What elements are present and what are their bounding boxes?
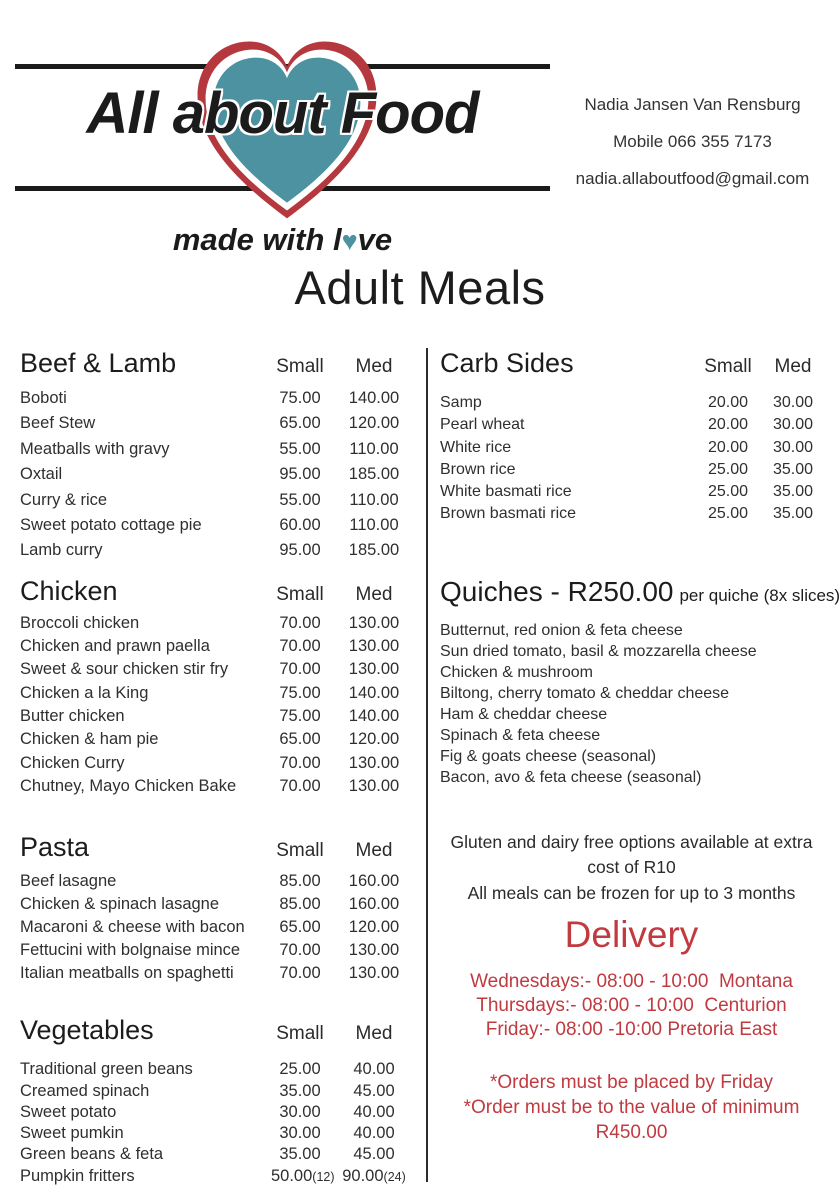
contact-mobile: Mobile 066 355 7173 (613, 132, 772, 151)
item-price-small: 25.00 (707, 505, 749, 523)
section-title: Pasta (20, 832, 90, 863)
item-name: White rice (440, 438, 512, 456)
column-header-small: Small (276, 583, 324, 605)
item-name: Oxtail (20, 465, 63, 484)
item-price-med: 30.00 (772, 438, 814, 456)
column-divider (426, 348, 428, 1182)
item-price-med: 35.00 (772, 460, 814, 478)
section-rows (20, 386, 410, 564)
delivery-schedule-line: Friday:- 08:00 -10:00 Pretoria East (485, 1019, 778, 1041)
section-quiches (440, 575, 840, 788)
menu-item-row (20, 612, 410, 635)
quiches-title: Quiches - R250.00 (440, 575, 674, 607)
menu-item-row (440, 503, 823, 525)
section-header (20, 830, 410, 864)
item-price-small: 65.00 (279, 730, 321, 749)
menu-item-row (20, 386, 410, 411)
item-price-med: 30.00 (772, 394, 814, 411)
item-price-med: 130.00 (348, 637, 400, 656)
item-name: Lamb curry (20, 541, 103, 560)
item-price-med: 35.00 (772, 483, 814, 501)
section-title: Vegetables (20, 1015, 154, 1046)
item-price-med: 130.00 (348, 964, 400, 983)
item-name: Brown rice (440, 460, 516, 478)
section-carb-sides (440, 346, 823, 526)
item-price-med: 140.00 (348, 707, 400, 726)
menu-item-row (440, 459, 823, 481)
item-price-small: 65.00 (279, 414, 321, 433)
item-name: Pearl wheat (440, 416, 525, 434)
menu-item-row (20, 1166, 410, 1188)
section-title: Carb Sides (440, 348, 574, 378)
item-price-med: 45.00 (353, 1081, 395, 1100)
quiche-item: Biltong, cherry tomato & cheddar cheese (440, 684, 730, 702)
item-price-med: 160.00 (348, 895, 400, 914)
item-name: Butter chicken (20, 707, 125, 726)
quiche-item: Spinach & feta cheese (440, 726, 601, 744)
item-name: Italian meatballs on spaghetti (20, 964, 234, 983)
menu-item-row (440, 414, 823, 436)
column-header-small: Small (704, 356, 752, 377)
section-chicken (20, 574, 410, 798)
item-price-small: 70.00 (279, 613, 321, 632)
column-header-small: Small (276, 356, 324, 377)
item-price-small: 70.00 (279, 753, 321, 772)
menu-item-row (20, 538, 410, 563)
column-header-med: Med (355, 583, 393, 605)
item-price-med: 120.00 (348, 414, 400, 433)
column-header-small: Small (276, 1023, 324, 1045)
item-price-med: 40.00 (353, 1102, 395, 1121)
delivery-schedule (440, 970, 823, 1042)
item-price-small: 50.00(12) (271, 1166, 335, 1185)
menu-item-row (20, 728, 410, 751)
delivery-schedule-line: Wednesdays:- 08:00 - 10:00 Montana (470, 971, 793, 993)
quiche-item: Butternut, red onion & feta cheese (440, 621, 683, 639)
column-header-med: Med (774, 356, 812, 377)
item-price-small: 70.00 (279, 660, 321, 679)
item-name: Curry & rice (20, 490, 108, 509)
item-name: Meatballs with gravy (20, 439, 170, 458)
menu-item-row (20, 658, 410, 681)
menu-item-row (20, 705, 410, 728)
item-price-med: 130.00 (348, 753, 400, 772)
item-name: Pumpkin fritters (20, 1166, 135, 1185)
menu-item-row (20, 893, 410, 916)
order-note-line: *Order must be to the value of minimum R450.00 (463, 1097, 800, 1144)
menu-item-row (20, 916, 410, 939)
section-rows (20, 870, 410, 985)
item-price-med: 35.00 (772, 505, 814, 523)
item-name: Fettucini with bolgnaise mince (20, 941, 241, 960)
item-price-small: 75.00 (279, 707, 321, 726)
item-price-med: 160.00 (348, 872, 400, 891)
item-name: Brown basmati rice (440, 505, 577, 523)
item-name: Green beans & feta (20, 1145, 164, 1164)
left-column (20, 344, 410, 1188)
quiches-header (440, 575, 840, 608)
delivery-title: Delivery (564, 914, 699, 956)
item-price-small: 25.00 (279, 1060, 321, 1079)
item-price-small: 95.00 (279, 465, 321, 484)
tagline-text-pre: made with l (172, 222, 342, 257)
item-price-small: 35.00 (279, 1081, 321, 1100)
section-rows (20, 612, 410, 798)
item-name: Traditional green beans (20, 1060, 193, 1079)
page-title: Adult Meals (294, 261, 546, 314)
section-header (20, 1013, 410, 1047)
item-price-small: 30.00 (279, 1102, 321, 1121)
item-price-small: 85.00 (279, 895, 321, 914)
section-header (20, 574, 410, 608)
item-name: Chicken and prawn paella (20, 637, 210, 656)
delivery-block (440, 912, 823, 1145)
note-line: Gluten and dairy free options available at extra cost of R10 (450, 831, 813, 878)
menu-item-row (20, 775, 410, 798)
menu-item-row (20, 1144, 410, 1165)
item-price-small: 25.00 (707, 483, 749, 501)
column-header-med: Med (355, 1023, 393, 1045)
tagline-text-post: ve (357, 222, 393, 257)
section-title: Chicken (20, 575, 118, 606)
item-price-med: 110.00 (349, 439, 399, 458)
item-name: Sweet potato cottage pie (20, 516, 202, 535)
quiches-list (440, 620, 823, 788)
item-price-small: 70.00 (279, 964, 321, 983)
item-price-small-qty: (12) (312, 1169, 335, 1184)
column-header-med: Med (355, 840, 393, 862)
quiche-item: Fig & goats cheese (seasonal) (440, 747, 657, 765)
item-price-med: 130.00 (348, 941, 400, 960)
contact-email: nadia.allaboutfood@gmail.com (575, 169, 810, 188)
delivery-schedule-line: Thursdays:- 08:00 - 10:00 Centurion (476, 995, 787, 1017)
item-price-med: 140.00 (348, 389, 400, 407)
quiches-title-suffix: per quiche (8x slices) (679, 585, 840, 605)
quiche-item: Sun dried tomato, basil & mozzarella cheese (440, 642, 757, 660)
contact-block (550, 86, 835, 197)
item-name: Beef Stew (20, 414, 96, 433)
item-name: Macaroni & cheese with bacon (20, 918, 245, 937)
item-price-small: 75.00 (279, 389, 321, 407)
item-price-med: 185.00 (348, 541, 400, 560)
menu-item-row (20, 1081, 410, 1102)
brand-name: All about Food (86, 81, 479, 146)
note-line: All meals can be frozen for up to 3 months (467, 882, 796, 903)
menu-item-row (20, 635, 410, 658)
right-column (440, 346, 840, 1145)
item-name: Chicken Curry (20, 753, 125, 772)
column-header-med: Med (355, 356, 393, 377)
item-price-med: 110.00 (349, 516, 399, 535)
menu-item-row (440, 481, 823, 503)
item-price-small: 75.00 (279, 683, 321, 702)
section-vegetables (20, 1013, 410, 1188)
menu-item-row (20, 682, 410, 705)
item-price-small: 85.00 (279, 872, 321, 891)
item-price-med: 130.00 (348, 776, 400, 795)
menu-item-row (20, 462, 410, 487)
section-header (440, 346, 823, 380)
item-price-small: 30.00 (279, 1124, 321, 1143)
item-price-small: 65.00 (279, 918, 321, 937)
item-name: Chicken & ham pie (20, 730, 159, 749)
menu-item-row (440, 437, 823, 459)
item-price-med: 30.00 (772, 416, 814, 434)
item-name: Beef lasagne (20, 872, 117, 891)
notes-block (440, 830, 823, 907)
menu-item-row (20, 488, 410, 513)
section-beef-lamb (20, 346, 410, 564)
item-name: Sweet pumkin (20, 1124, 124, 1143)
item-name: Chutney, Mayo Chicken Bake (20, 776, 237, 795)
delivery-order-notes (440, 1070, 823, 1145)
brand-tagline (15, 222, 550, 258)
item-price-med: 130.00 (348, 613, 400, 632)
item-price-small: 20.00 (707, 416, 749, 434)
item-name: Chicken a la King (20, 683, 149, 702)
section-title: Beef & Lamb (20, 348, 177, 378)
item-name: Broccoli chicken (20, 613, 140, 632)
section-pasta (20, 830, 410, 985)
menu-item-row (20, 962, 410, 985)
menu-item-row (20, 411, 410, 436)
quiche-item: Chicken & mushroom (440, 663, 593, 681)
order-note-line: *Orders must be placed by Friday (489, 1072, 773, 1094)
item-price-small: 20.00 (707, 394, 749, 411)
item-price-small: 60.00 (279, 516, 321, 535)
menu-item-row (20, 939, 410, 962)
quiche-item: Bacon, avo & feta cheese (seasonal) (440, 768, 702, 786)
item-name: Sweet & sour chicken stir fry (20, 660, 229, 679)
item-name: Samp (440, 394, 482, 411)
item-name: Chicken & spinach lasagne (20, 895, 220, 914)
menu-item-row (20, 1123, 410, 1144)
menu-item-row (20, 437, 410, 462)
item-price-med: 185.00 (348, 465, 400, 484)
section-rows (20, 1059, 410, 1188)
menu-item-row (20, 513, 410, 538)
brand-logo (15, 30, 550, 262)
item-price-med: 130.00 (348, 660, 400, 679)
item-price-med: 140.00 (348, 683, 400, 702)
contact-name: Nadia Jansen Van Rensburg (584, 95, 801, 114)
quiche-item: Ham & cheddar cheese (440, 705, 608, 723)
item-price-med: 45.00 (353, 1145, 395, 1164)
item-name: Creamed spinach (20, 1081, 150, 1100)
item-price-small: 55.00 (279, 439, 321, 458)
item-price-small: 25.00 (707, 460, 749, 478)
menu-item-row (20, 1102, 410, 1123)
item-name: Boboti (20, 389, 67, 407)
item-price-small: 55.00 (279, 490, 321, 509)
item-price-small: 20.00 (707, 438, 749, 456)
column-header-small: Small (276, 840, 324, 862)
item-name: Sweet potato (20, 1102, 117, 1121)
item-price-small: 95.00 (279, 541, 321, 560)
item-price-med: 40.00 (353, 1060, 395, 1079)
item-price-med: 110.00 (349, 490, 399, 509)
item-price-small: 70.00 (279, 941, 321, 960)
section-rows (440, 392, 823, 526)
menu-item-row (440, 392, 823, 414)
heart-icon-small: ♥ (341, 226, 358, 256)
item-price-small: 35.00 (279, 1145, 321, 1164)
menu-item-row (20, 1059, 410, 1080)
item-price-med: 120.00 (348, 730, 400, 749)
item-price-small: 70.00 (279, 776, 321, 795)
section-header (20, 346, 410, 380)
item-price-med: 90.00(24) (342, 1166, 406, 1185)
item-name: White basmati rice (440, 483, 572, 501)
item-price-med: 40.00 (353, 1124, 395, 1143)
item-price-small: 70.00 (279, 637, 321, 656)
menu-item-row (20, 870, 410, 893)
item-price-med: 120.00 (348, 918, 400, 937)
menu-item-row (20, 752, 410, 775)
item-price-med-qty: (24) (383, 1169, 406, 1184)
